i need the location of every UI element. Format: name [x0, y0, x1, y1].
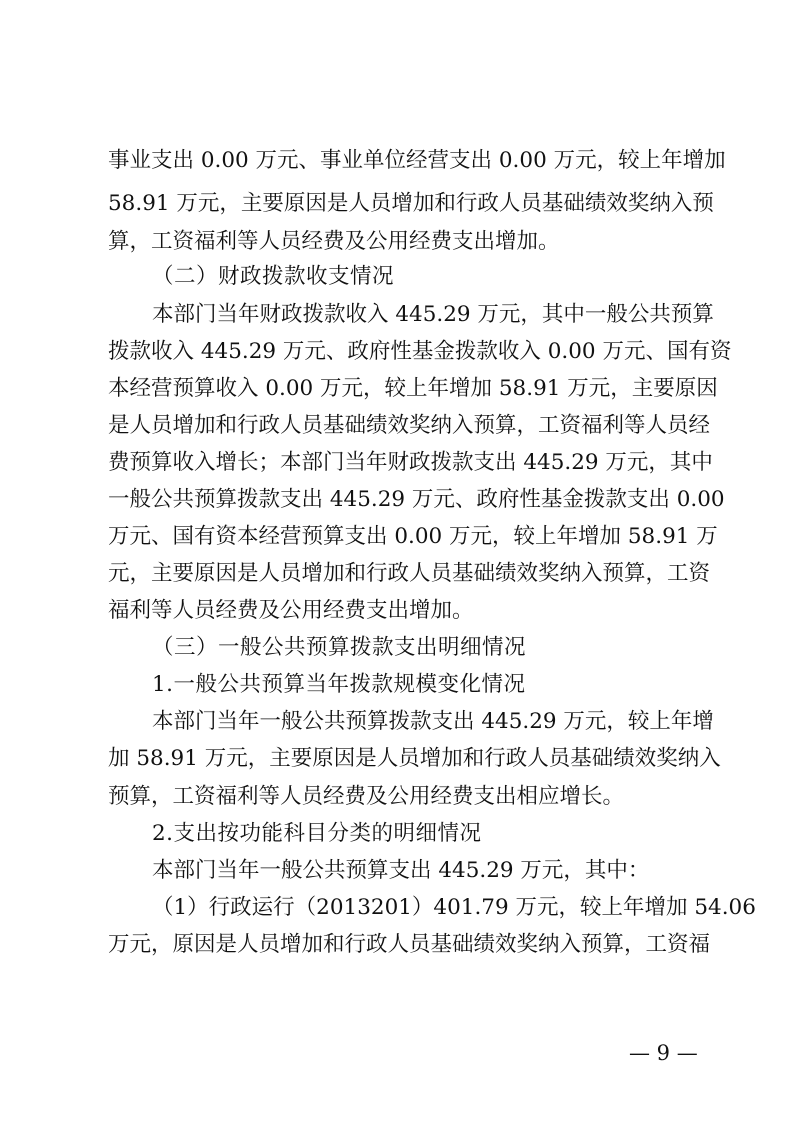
body-line: 福利等人员经费及公用经费支出增加。	[108, 598, 474, 623]
list-item-line: （1）行政运行（2013201）401.79 万元，较上年增加 54.06	[152, 895, 756, 920]
paragraph-first-line: 本部门当年一般公共预算拨款支出 445.29 万元，较上年增	[152, 709, 714, 734]
body-line: 预算，工资福利等人员经费及公用经费支出相应增长。	[108, 784, 625, 809]
body-line: 本经营预算收入 0.00 万元，较上年增加 58.91 万元，主要原因	[108, 376, 718, 401]
subsection-heading: 2.支出按功能科目分类的明细情况	[152, 821, 482, 846]
page-number: — 9 —	[629, 1041, 698, 1065]
body-line: 费预算收入增长；本部门当年财政拨款支出 445.29 万元，其中	[108, 450, 713, 475]
body-line: 一般公共预算拨款支出 445.29 万元、政府性基金拨款支出 0.00	[108, 487, 725, 512]
subsection-heading: 1.一般公共预算当年拨款规模变化情况	[152, 672, 526, 697]
paragraph-first-line: 本部门当年一般公共预算支出 445.29 万元，其中：	[152, 858, 650, 883]
section-heading: （三）一般公共预算拨款支出明细情况	[152, 635, 527, 660]
body-line: 事业支出 0.00 万元、事业单位经营支出 0.00 万元，较上年增加	[108, 148, 726, 173]
paragraph-first-line: 本部门当年财政拨款收入 445.29 万元，其中一般公共预算	[152, 302, 714, 327]
body-line: 元，主要原因是人员增加和行政人员基础绩效奖纳入预算，工资	[108, 561, 711, 586]
body-line: 算，工资福利等人员经费及公用经费支出增加。	[108, 229, 560, 254]
body-line: 是人员增加和行政人员基础绩效奖纳入预算，工资福利等人员经	[108, 413, 711, 438]
body-line: 万元、国有资本经营预算支出 0.00 万元，较上年增加 58.91 万	[108, 524, 718, 549]
body-line: 万元，原因是人员增加和行政人员基础绩效奖纳入预算，工资福	[108, 932, 711, 957]
body-line: 58.91 万元，主要原因是人员增加和行政人员基础绩效奖纳入预	[108, 191, 714, 216]
section-heading: （二）财政拨款收支情况	[152, 264, 395, 289]
body-line: 加 58.91 万元，主要原因是人员增加和行政人员基础绩效奖纳入	[108, 746, 721, 771]
body-line: 拨款收入 445.29 万元、政府性基金拨款收入 0.00 万元、国有资	[108, 339, 732, 364]
